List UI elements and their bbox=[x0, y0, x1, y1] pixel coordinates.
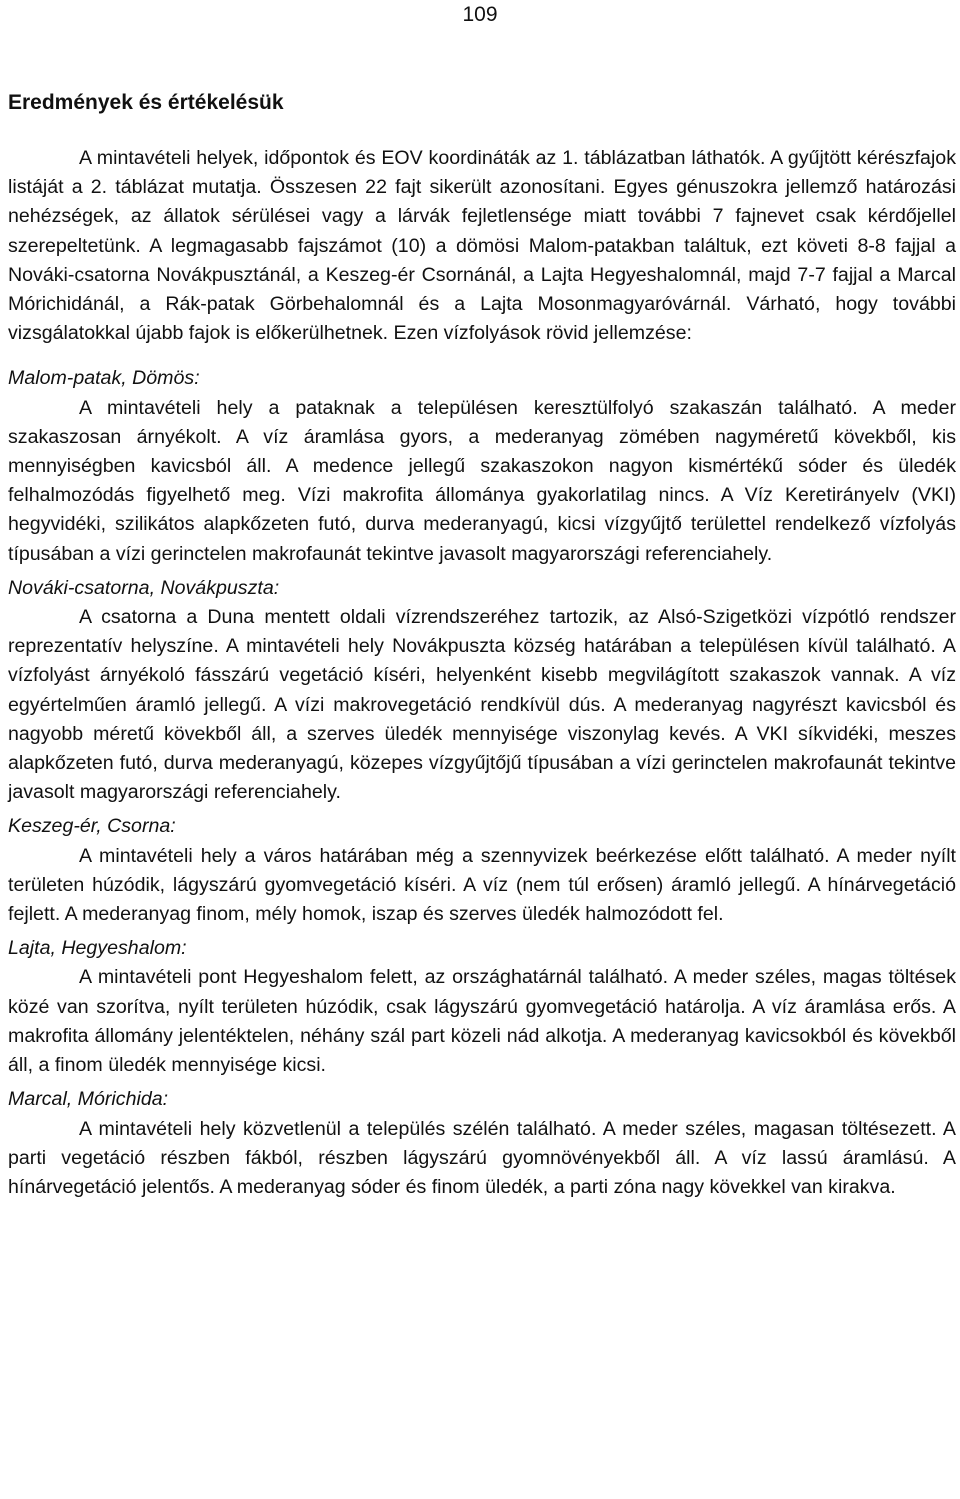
site-heading-lajta: Lajta, Hegyeshalom: bbox=[8, 937, 187, 960]
page-number: 109 bbox=[462, 3, 498, 26]
site-paragraph-lajta: A mintavételi pont Hegyeshalom felett, az országhatárnál található. A meder széles, magas töltések közé van szorítva, nyílt területen húzódik, csak lágyszárú gyomvegetáció határolja. A víz áramlása erős. A makrofita állomány jelentéktelen, néhány szál part közeli nád alkotja. A mederanyag kavicsokból és kövekből áll, a finom üledék mennyisége kicsi. bbox=[8, 966, 956, 1077]
site-paragraph-marcal: A mintavételi hely közvetlenül a település szélén található. A meder széles, magasan töltésezett. A parti vegetáció részben fákból, részben lágyszárú gyomnövényekből áll. A víz lassú áramlású. A hínárvegetáció jelentős. A mederanyag sóder és finom üledék, a parti zóna nagy kövekkel van kirakva. bbox=[8, 1117, 956, 1198]
intro-paragraph: A mintavételi helyek, időpontok és EOV koordináták az 1. táblázatban láthatók. A gyűjtött kérészfajok listáját a 2. táblázat mutatja. Összesen 22 fajt sikerült azonosítani. Egyes génuszokra jellemző határozási nehézségek, az állatok sérülései vagy a lárvák fejletlensége miatt további 7 fajnevet csak kérdőjellel szerepeltetünk. A legmagasabb fajszámot (10) a dömösi Malom-patakban találtuk, ezt követi 8-8 fajjal a Nováki-csatorna Novákpusztánál, a Keszeg-ér Csornánál, a Lajta Hegyeshalomnál, majd 7-7 fajjal a Marcal Mórichidánál, a Rák-patak Görbehalomnál és a Lajta Mosonmagyaróvárnál. Várható, hogy további vizsgálatokkal újabb fajok is előkerülhetnek. Ezen vízfolyások rövid jellemzése: bbox=[8, 147, 956, 345]
section-heading: Eredmények és értékelésük bbox=[8, 91, 284, 114]
site-heading-marcal: Marcal, Mórichida: bbox=[8, 1088, 169, 1111]
section-body bbox=[8, 144, 956, 1202]
site-heading-keszeg-er: Keszeg-ér, Csorna: bbox=[8, 815, 176, 838]
site-paragraph-novaki-csatorna: A csatorna a Duna mentett oldali vízrendszeréhez tartozik, az Alsó-Szigetközi vízpótló rendszer reprezentatív helyszíne. A mintavételi hely Novákpuszta község határában a településen kívül található. A vízfolyást árnyékoló fásszárú vegetáció kíséri, helyenként kisebb megvilágított szakaszok vannak. A víz egyértelműen áramló jellegű. A vízi makrovegetáció rendkívül dús. A mederanyag nagyrészt kavicsból és nagyobb méretű kövekből áll, a szerves üledék mennyisége viszonylag kevés. A VKI síkvidéki, meszes alapkőzeten futó, durva mederanyagú, közepes vízgyűjtőjű típusában a vízi gerinctelen makrofaunát tekintve javasolt magyarországi referenciahely. bbox=[8, 606, 956, 804]
site-paragraph-malom-patak: A mintavételi hely a pataknak a településen keresztülfolyó szakaszán található. A meder szakaszosan árnyékolt. A víz áramlása gyors, a mederanyag zömében nagyméretű kövekből, kis mennyiségben kavicsból áll. A medence jellegű szakaszokon nagyon kismértékű sóder és üledék felhalmozódás figyelhető meg. Vízi makrofita állománya gyakorlatilag nincs. A Víz Keretirányelv (VKI) hegyvidéki, szilikátos alapkőzeten futó, durva mederanyagú, kicsi vízgyűjtő területtel rendelkező vízfolyás típusában a vízi gerinctelen makrofaunát tekintve javasolt magyarországi referenciahely. bbox=[8, 396, 956, 565]
site-paragraph-keszeg-er: A mintavételi hely a város határában még a szennyvizek beérkezése előtt található. A meder nyílt területen húzódik, lágyszárú gyomvegetáció kíséri. A víz (nem túl erősen) áramló jellegű. A hínárvegetáció fejlett. A mederanyag finom, mély homok, iszap és szerves üledék halmozódott fel. bbox=[8, 844, 956, 926]
site-heading-novaki-csatorna: Nováki-csatorna, Novákpuszta: bbox=[8, 576, 280, 599]
site-heading-malom-patak: Malom-patak, Dömös: bbox=[8, 367, 200, 390]
